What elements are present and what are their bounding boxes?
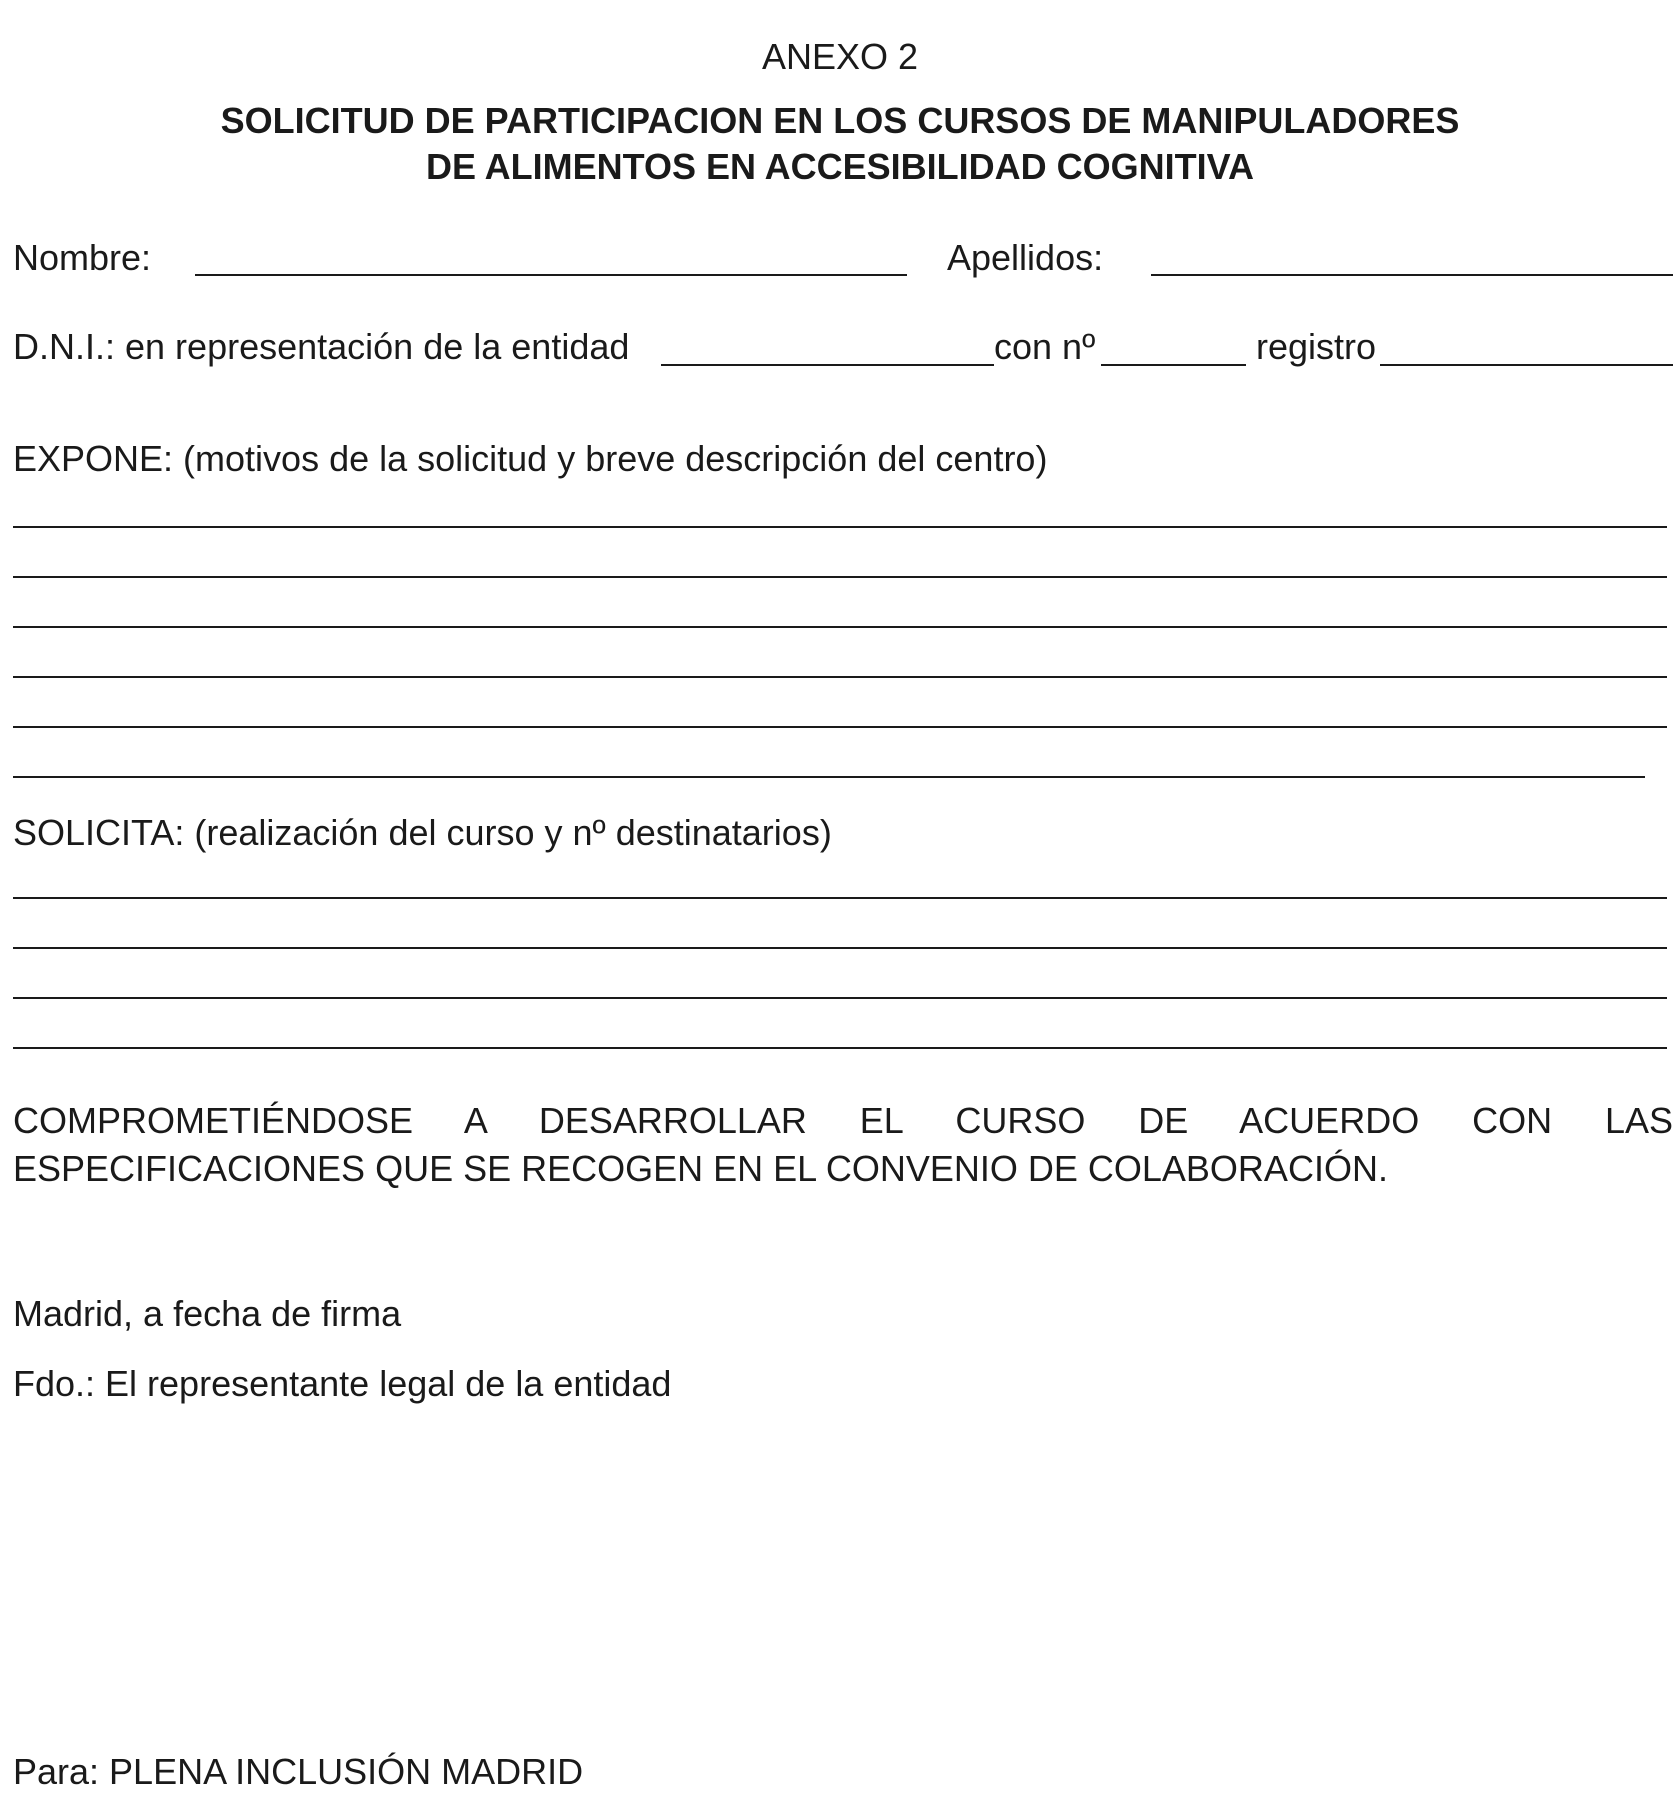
apellidos-label: Apellidos: [947, 237, 1104, 278]
dni-label: D.N.I.: en representación de la entidad [13, 326, 630, 367]
expone-line[interactable] [13, 626, 1667, 628]
commitment-line-2: ESPECIFICACIONES QUE SE RECOGEN EN EL CONVENIO DE COLABORACIÓN. [13, 1148, 1388, 1189]
solicita-line[interactable] [13, 947, 1667, 949]
registro-field[interactable] [1380, 364, 1673, 366]
expone-line[interactable] [13, 726, 1667, 728]
registro-label: registro [1256, 326, 1377, 367]
con-no-label: con nº [994, 326, 1096, 367]
form-title-line-1: SOLICITUD DE PARTICIPACION EN LOS CURSOS DE MANIPULADORES [220, 100, 1460, 141]
form-title [0, 98, 1680, 190]
numero-field[interactable] [1101, 364, 1246, 366]
recipient: Para: PLENA INCLUSIÓN MADRID [13, 1751, 584, 1792]
entidad-field[interactable] [661, 364, 994, 366]
nombre-field[interactable] [195, 274, 907, 276]
commitment-paragraph [13, 1097, 1673, 1193]
expone-label: EXPONE: (motivos de la solicitud y breve descripción del centro) [13, 438, 1048, 479]
signature-line: Fdo.: El representante legal de la entidad [13, 1363, 672, 1404]
solicita-line[interactable] [13, 1047, 1667, 1049]
solicita-line[interactable] [13, 897, 1667, 899]
solicita-label: SOLICITA: (realización del curso y nº destinatarios) [13, 812, 832, 853]
nombre-label: Nombre: [13, 237, 152, 278]
place-date: Madrid, a fecha de firma [13, 1293, 402, 1334]
commitment-line-1: COMPROMETIÉNDOSE A DESARROLLAR EL CURSO DE ACUERDO CON LAS [13, 1100, 1673, 1141]
expone-line[interactable] [13, 776, 1645, 778]
annex-label: ANEXO 2 [761, 36, 919, 77]
expone-line[interactable] [13, 676, 1667, 678]
solicita-line[interactable] [13, 997, 1667, 999]
apellidos-field[interactable] [1151, 274, 1673, 276]
form-title-line-2: DE ALIMENTOS EN ACCESIBILIDAD COGNITIVA [425, 146, 1255, 187]
expone-line[interactable] [13, 526, 1667, 528]
expone-line[interactable] [13, 576, 1667, 578]
